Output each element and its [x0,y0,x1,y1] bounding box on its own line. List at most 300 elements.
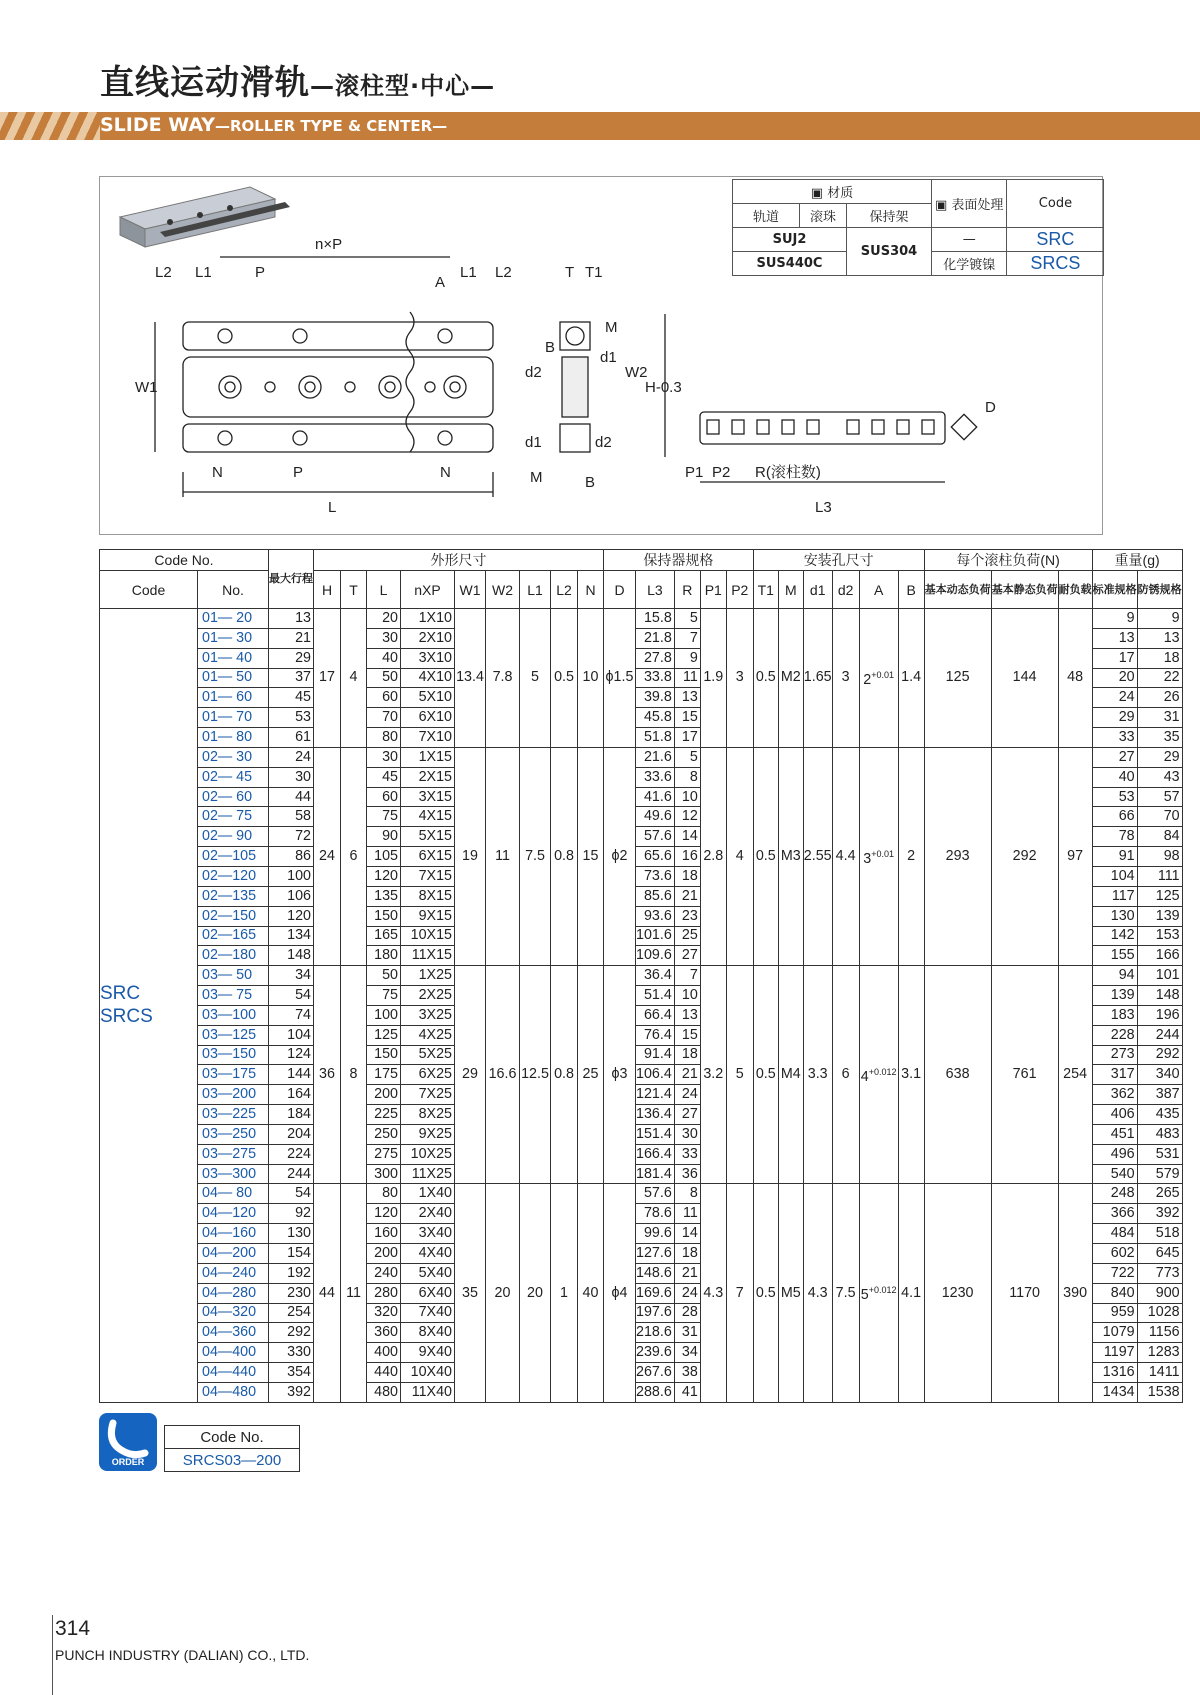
weight-rustproof: 1028 [1137,1303,1182,1323]
r: 28 [674,1303,700,1323]
header-t: T [341,571,367,609]
top-view [155,257,493,497]
r: 21 [674,1065,700,1085]
l: 125 [367,1025,401,1045]
part-no: 04—400 [198,1343,269,1363]
m: M4 [778,966,803,1184]
nxp: 1X15 [401,747,455,767]
l: 160 [367,1224,401,1244]
header-h: H [314,571,341,609]
max-stroke: 144 [269,1065,314,1085]
weight-rustproof: 1411 [1137,1363,1182,1383]
r: 10 [674,986,700,1006]
l3: 166.4 [636,1144,675,1164]
nxp: 7X15 [401,866,455,886]
svg-text:W1: W1 [135,379,158,396]
svg-text:L2: L2 [495,264,512,281]
w2: 20 [486,1184,520,1402]
weight-rustproof: 196 [1137,1005,1182,1025]
header-b: B [898,571,924,609]
n: 15 [578,747,604,965]
nxp: 6X40 [401,1283,455,1303]
l: 120 [367,866,401,886]
table-row [100,1184,1183,1204]
part-no: 04—480 [198,1382,269,1402]
weight-standard: 78 [1092,827,1137,847]
r: 24 [674,1085,700,1105]
d2: 7.5 [832,1184,859,1402]
max-stroke: 292 [269,1323,314,1343]
l: 400 [367,1343,401,1363]
surface-header: ▣ 表面处理 [932,180,1007,228]
max-stroke: 86 [269,847,314,867]
part-no: 02— 45 [198,767,269,787]
static-load: 761 [991,966,1058,1184]
max-stroke: 74 [269,1005,314,1025]
nxp: 3X15 [401,787,455,807]
l3: 78.6 [636,1204,675,1224]
part-no: 02— 90 [198,827,269,847]
part-no: 01— 40 [198,648,269,668]
nxp: 10X25 [401,1144,455,1164]
weight-rustproof: 244 [1137,1025,1182,1045]
weight-standard: 24 [1092,688,1137,708]
l3: 65.6 [636,847,675,867]
part-no: 02—180 [198,946,269,966]
header-no: No. [198,571,269,609]
weight-rustproof: 1538 [1137,1382,1182,1402]
nxp: 5X10 [401,688,455,708]
nxp: 8X40 [401,1323,455,1343]
nxp: 11X40 [401,1382,455,1402]
order-icon [99,1413,157,1471]
p2: 7 [726,1184,753,1402]
header-p2: P2 [726,571,753,609]
r: 5 [674,609,700,629]
nxp: 2X25 [401,986,455,1006]
nxp: 5X15 [401,827,455,847]
part-no: 04—160 [198,1224,269,1244]
r: 12 [674,807,700,827]
weight-standard: 66 [1092,807,1137,827]
d1: 3.3 [803,966,832,1184]
weight-rustproof: 22 [1137,668,1182,688]
nxp: 3X25 [401,1005,455,1025]
weight-rustproof: 148 [1137,986,1182,1006]
l2: 1 [551,1184,578,1402]
header-p1: P1 [700,571,726,609]
max-stroke: 124 [269,1045,314,1065]
weight-rustproof: 153 [1137,926,1182,946]
weight-rustproof: 531 [1137,1144,1182,1164]
nxp: 8X15 [401,886,455,906]
header-load-1: 基本静态负荷 [991,571,1058,609]
max-stroke: 184 [269,1105,314,1125]
l1: 7.5 [520,747,551,965]
a: $4^{+0.012}$ [859,966,898,1184]
svg-text:N: N [212,464,223,481]
weight-standard: 248 [1092,1184,1137,1204]
part-no: 03— 75 [198,986,269,1006]
b: 1.4 [898,609,924,748]
max-stroke: 72 [269,827,314,847]
l: 50 [367,966,401,986]
l3: 33.8 [636,668,675,688]
l1: 20 [520,1184,551,1402]
w1: 19 [455,747,486,965]
weight-rustproof: 98 [1137,847,1182,867]
b: 2 [898,747,924,965]
header-w2: W2 [486,571,520,609]
part-no: 02— 60 [198,787,269,807]
l3: 73.6 [636,866,675,886]
part-no: 04—280 [198,1283,269,1303]
t1: 0.5 [753,966,778,1184]
weight-rustproof: 31 [1137,708,1182,728]
cage-view-labels [685,399,996,516]
nxp: 2X40 [401,1204,455,1224]
r: 18 [674,866,700,886]
r: 24 [674,1283,700,1303]
max-stroke: 53 [269,708,314,728]
part-no: 04—120 [198,1204,269,1224]
spec-table: Code No. 最大行程 外形尺寸 保持器规格 安装孔尺寸 每个滚柱负荷(N) 重量(g) Code No. H T L nXP W1 W2 L1 L2 N D L3 R P1 P2 T1 M d1 d2 A B 基本动态负荷 基本静态负荷 耐负载 标准规格 防锈规格 SRC SRCS 01— 20 13 17 4 20 1X10 13.4 7.8 5 0.5 10 ϕ1.5 15.8 5 1.9 3 0.5 M2 1.65 3 $2^{+0.01}$ 1.4 125 144 48 9 9 01— 30 21 30 2X10 21.8 7 13 13 01— 40 29 40 3X10 27.8 9 17 18 01— 50 37 50 4X10 33.8 11 20 22 01— 60 45 60 5X10 39.8 13 24 26 01— 70 53 70 6X10 45.8 15 29 31 01— 80 61 80 7X10 51.8 17 33 35 02— 30 24 24 6 30 1X15 19 11 7.5 0.8 15 ϕ2 21.6 5 2.8 4 0.5 M3 2.55 4.4 $3^{+0.01}$ 2 293 292 97 27 29 02— 45 30 45 2X15 33.6 8 40 43 02— 60 44 60 3X15 41.6 10 53 57 02— 75 58 75 4X15 49.6 12 66 70 02— 90 72 90 5X15 57.6 14 78 84 02—105 86 105 6X15 65.6 16 91 98 02—120 100 120 7X15 73.6 18 104 111 02—135 106 135 8X15 85.6 21 117 125 02—150 120 150 9X15 93.6 23 130 139 02—165 134 165 10X15 101.6 25 142 153 02—180 148 180 11X15 109.6 27 155 166 03— 50 34 36 8 50 1X25 29 16.6 12.5 0.8 25 ϕ3 36.4 7 3.2 5 0.5 M4 3.3 6 $4^{+0.012}$ 3.1 638 761 254 94 101 03— 75 54 75 2X25 51.4 10 139 148 03—100 74 100 3X25 66.4 13 183 196 03—125 104 125 4X25 76.4 15 228 244 03—150 124 150 5X25 91.4 18 273 292 03—175 144 175 6X25 106.4 21 317 340 03—200 164 200 7X25 121.4 24 362 387 03—225 184 225 8X25 136.4 27 406 435 03—250 204 250 9X25 151.4 30 451 483 03—275 224 275 10X25 166.4 33 496 531 03—300 244 300 11X25 181.4 36 540 579 04— 80 54 44 11 80 1X40 35 20 20 1 40 ϕ4 57.6 8 4.3 7 0.5 M5 4.3 7.5 $5^{+0.012}$ 4.1 1230 1170 390 248 265 04—120 92 120 2X40 78.6 11 366 392 04—160 130 160 3X40 99.6 14 484 518 04—200 154 200 4X40 127.6 18 602 645 04—240 192 240 5X40 148.6 21 722 773 04—280 230 280 6X40 169.6 24 840 900 04—320 254 320 7X40 197.6 28 959 1028 04—360 292 360 8X40 218.6 31 1079 1156 04—400 330 400 9X40 239.6 34 1197 1283 04—440 354 440 10X40 267.6 38 1316 1411 04—480 392 480 11X40 288.6 41 1434 1538 [99,549,1183,1403]
max-stroke: 392 [269,1382,314,1402]
header-d2: d2 [832,571,859,609]
max-stroke: 100 [269,866,314,886]
l: 360 [367,1323,401,1343]
header-weight-0: 标准规格 [1092,571,1137,609]
max-stroke: 24 [269,747,314,767]
r: 21 [674,886,700,906]
weight-rustproof: 29 [1137,747,1182,767]
nxp: 6X25 [401,1065,455,1085]
l3: 151.4 [636,1124,675,1144]
product-photo [120,187,290,247]
part-no: 01— 80 [198,728,269,748]
code-header: Code [1007,180,1104,228]
header-w1: W1 [455,571,486,609]
l: 50 [367,668,401,688]
l3: 51.8 [636,728,675,748]
svg-text:R(滚柱数): R(滚柱数) [755,464,821,481]
l3: 85.6 [636,886,675,906]
l3: 33.6 [636,767,675,787]
weight-rustproof: 483 [1137,1124,1182,1144]
a: $3^{+0.01}$ [859,747,898,965]
order-code-label: Code No. [165,1426,300,1449]
weight-standard: 40 [1092,767,1137,787]
r: 15 [674,1025,700,1045]
weight-rustproof: 84 [1137,827,1182,847]
l3: 99.6 [636,1224,675,1244]
weight-rustproof: 13 [1137,628,1182,648]
r: 7 [674,966,700,986]
header-t1: T1 [753,571,778,609]
r: 27 [674,946,700,966]
max-stroke: 58 [269,807,314,827]
svg-text:D: D [985,399,996,416]
part-no: 04—200 [198,1244,269,1264]
w1: 29 [455,966,486,1184]
svg-text:P: P [255,264,266,281]
weight-standard: 722 [1092,1263,1137,1283]
weight-standard: 840 [1092,1283,1137,1303]
l3: 39.8 [636,688,675,708]
r: 31 [674,1323,700,1343]
l3: 101.6 [636,926,675,946]
static-load: 144 [991,609,1058,748]
nxp: 7X25 [401,1085,455,1105]
nxp: 11X25 [401,1164,455,1184]
l3: 93.6 [636,906,675,926]
max-stroke: 30 [269,767,314,787]
materials-table: ▣ 材质 ▣ 表面处理 Code 轨道 滚珠 保持架 SUJ2 SUS304 — SRC SUS440C 化学镀镍 SRCS [732,179,1104,276]
svg-text:W2: W2 [625,364,648,381]
part-no: 01— 50 [198,668,269,688]
max-stroke: 192 [269,1263,314,1283]
l: 135 [367,886,401,906]
l3: 76.4 [636,1025,675,1045]
l: 40 [367,648,401,668]
r: 8 [674,767,700,787]
p1: 1.9 [700,609,726,748]
max-stroke: 164 [269,1085,314,1105]
weight-standard: 13 [1092,628,1137,648]
weight-rustproof: 435 [1137,1105,1182,1125]
header-d1: d1 [803,571,832,609]
l3: 288.6 [636,1382,675,1402]
l3: 41.6 [636,787,675,807]
r: 11 [674,1204,700,1224]
weight-rustproof: 9 [1137,609,1182,629]
t: 8 [341,966,367,1184]
nxp: 4X10 [401,668,455,688]
part-no: 01— 20 [198,609,269,629]
header-l1: L1 [520,571,551,609]
r: 14 [674,827,700,847]
max-stroke: 61 [269,728,314,748]
r: 11 [674,668,700,688]
nxp: 2X15 [401,767,455,787]
l2: 0.8 [551,747,578,965]
header-a: A [859,571,898,609]
order-icon-label: ORDER [111,1457,145,1467]
a: $5^{+0.012}$ [859,1184,898,1402]
h: 36 [314,966,341,1184]
header-d: D [604,571,636,609]
nxp: 9X25 [401,1124,455,1144]
r: 34 [674,1343,700,1363]
l3: 51.4 [636,986,675,1006]
part-no: 03—225 [198,1105,269,1125]
t1: 0.5 [753,747,778,965]
svg-text:M: M [605,319,618,336]
max-stroke: 154 [269,1244,314,1264]
part-no: 03—125 [198,1025,269,1045]
t1: 0.5 [753,1184,778,1402]
r: 18 [674,1045,700,1065]
nxp: 1X40 [401,1184,455,1204]
m: M2 [778,609,803,748]
svg-text:n×P: n×P [315,236,343,253]
l: 300 [367,1164,401,1184]
l: 150 [367,906,401,926]
l: 90 [367,827,401,847]
r: 13 [674,1005,700,1025]
part-no: 02—135 [198,886,269,906]
table-row [100,747,1183,767]
w2: 11 [486,747,520,965]
part-no: 04—320 [198,1303,269,1323]
l3: 136.4 [636,1105,675,1125]
max-stroke: 92 [269,1204,314,1224]
weight-standard: 362 [1092,1085,1137,1105]
t1: 0.5 [753,609,778,748]
p1: 2.8 [700,747,726,965]
svg-text:L2: L2 [155,264,172,281]
page-number: 314 [55,1617,91,1640]
svg-text:P: P [293,464,304,481]
header-m: M [778,571,803,609]
weight-standard: 29 [1092,708,1137,728]
r: 18 [674,1244,700,1264]
weight-standard: 366 [1092,1204,1137,1224]
l: 30 [367,747,401,767]
weight-rustproof: 1283 [1137,1343,1182,1363]
load-capacity: 97 [1058,747,1092,965]
d: ϕ1.5 [604,609,636,748]
l3: 121.4 [636,1085,675,1105]
weight-rustproof: 101 [1137,966,1182,986]
weight-standard: 130 [1092,906,1137,926]
d2: 6 [832,966,859,1184]
svg-text:d2: d2 [525,364,542,381]
r: 13 [674,688,700,708]
l3: 27.8 [636,648,675,668]
svg-text:B: B [545,339,556,356]
n: 25 [578,966,604,1184]
dynamic-load: 638 [924,966,991,1184]
weight-standard: 484 [1092,1224,1137,1244]
weight-rustproof: 70 [1137,807,1182,827]
l3: 49.6 [636,807,675,827]
r: 14 [674,1224,700,1244]
static-load: 1170 [991,1184,1058,1402]
order-code-value: SRCS03—200 [165,1449,300,1472]
h: 44 [314,1184,341,1402]
part-no: 03—200 [198,1085,269,1105]
l: 80 [367,728,401,748]
p2: 4 [726,747,753,965]
weight-standard: 602 [1092,1244,1137,1264]
weight-rustproof: 125 [1137,886,1182,906]
company-name: PUNCH INDUSTRY (DALIAN) CO., LTD. [55,1647,310,1663]
svg-text:T: T [565,264,575,281]
l: 100 [367,1005,401,1025]
nxp: 3X40 [401,1224,455,1244]
part-no: 03— 50 [198,966,269,986]
svg-text:L1: L1 [460,264,477,281]
r: 16 [674,847,700,867]
b: 3.1 [898,966,924,1184]
weight-rustproof: 18 [1137,648,1182,668]
part-no: 03—250 [198,1124,269,1144]
header-code: Code [100,571,198,609]
svg-text:N: N [440,464,451,481]
p1: 3.2 [700,966,726,1184]
weight-rustproof: 292 [1137,1045,1182,1065]
l: 200 [367,1085,401,1105]
r: 5 [674,747,700,767]
dynamic-load: 125 [924,609,991,748]
d: ϕ4 [604,1184,636,1402]
max-stroke: 224 [269,1144,314,1164]
l3: 57.6 [636,1184,675,1204]
l: 120 [367,1204,401,1224]
cage-view [700,412,977,482]
w1: 35 [455,1184,486,1402]
weight-standard: 1197 [1092,1343,1137,1363]
max-stroke: 330 [269,1343,314,1363]
weight-standard: 33 [1092,728,1137,748]
svg-text:T1: T1 [585,264,603,281]
english-title: SLIDE WAY—ROLLER TYPE & CENTER— [100,114,448,136]
l3: 66.4 [636,1005,675,1025]
nxp: 9X15 [401,906,455,926]
weight-rustproof: 579 [1137,1164,1182,1184]
weight-standard: 451 [1092,1124,1137,1144]
max-stroke: 37 [269,668,314,688]
weight-standard: 1434 [1092,1382,1137,1402]
weight-rustproof: 166 [1137,946,1182,966]
t: 11 [341,1184,367,1402]
weight-rustproof: 57 [1137,787,1182,807]
header-l: L [367,571,401,609]
svg-text:A: A [435,274,446,291]
l: 60 [367,688,401,708]
weight-rustproof: 392 [1137,1204,1182,1224]
weight-standard: 540 [1092,1164,1137,1184]
load-capacity: 390 [1058,1184,1092,1402]
l3: 218.6 [636,1323,675,1343]
weight-standard: 17 [1092,648,1137,668]
part-no: 03—100 [198,1005,269,1025]
nxp: 11X15 [401,946,455,966]
part-no: 03—175 [198,1065,269,1085]
part-no: 01— 60 [198,688,269,708]
order-example [164,1425,300,1472]
load-capacity: 254 [1058,966,1092,1184]
l: 45 [367,767,401,787]
part-no: 02—120 [198,866,269,886]
l: 240 [367,1263,401,1283]
t: 4 [341,609,367,748]
w1: 13.4 [455,609,486,748]
nxp: 5X25 [401,1045,455,1065]
d: ϕ2 [604,747,636,965]
r: 8 [674,1184,700,1204]
l: 80 [367,1184,401,1204]
weight-standard: 91 [1092,847,1137,867]
l: 275 [367,1144,401,1164]
nxp: 7X40 [401,1303,455,1323]
p2: 3 [726,609,753,748]
l3: 45.8 [636,708,675,728]
r: 17 [674,728,700,748]
l3: 91.4 [636,1045,675,1065]
weight-standard: 317 [1092,1065,1137,1085]
